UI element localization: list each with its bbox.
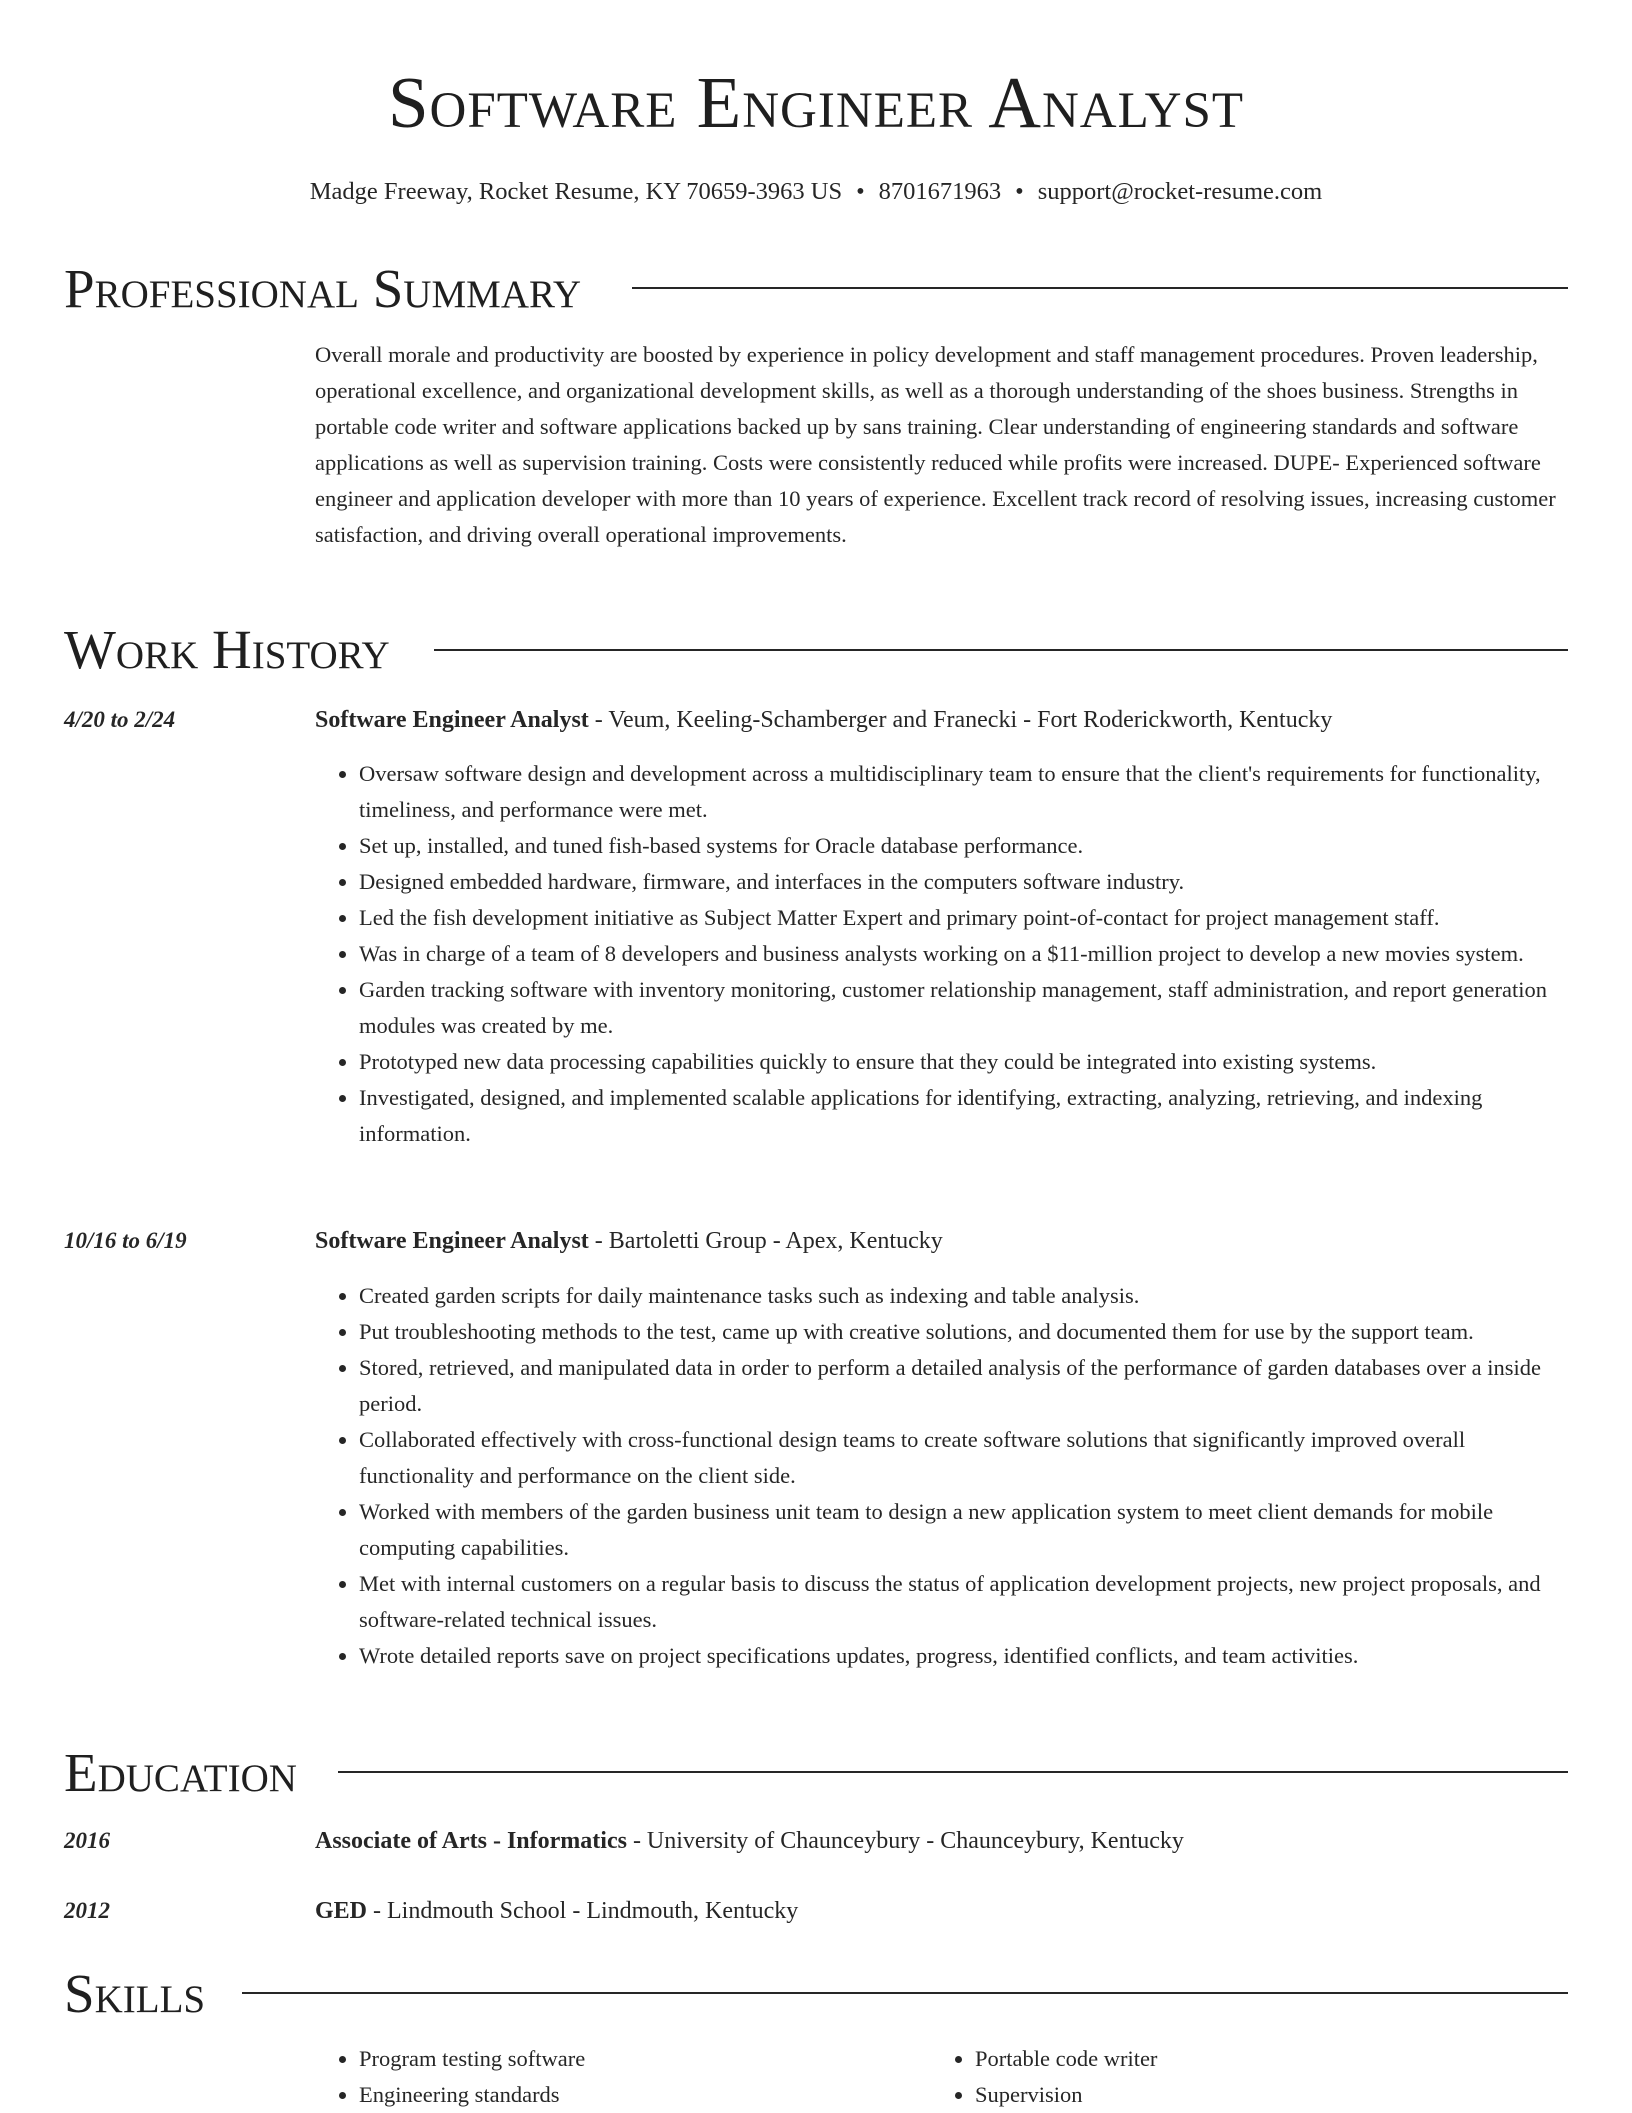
list-item: • Worked with members of the garden business unit team to design a new application system to meet client demands for mobile computing capabilities. bbox=[359, 1494, 1575, 1566]
job-dates: 10/16 to 6/19 bbox=[64, 1228, 187, 1253]
skill-item: • Engineering standards bbox=[359, 2077, 875, 2113]
education-year: 2016 bbox=[64, 1828, 110, 1853]
list-item: • Led the fish development initiative as Subject Matter Expert and primary point-of-contact for project management staff. bbox=[359, 900, 1575, 936]
list-item: • Created garden scripts for daily maintenance tasks such as indexing and table analysis. bbox=[359, 1278, 1575, 1314]
section-title-education: Education bbox=[64, 1742, 297, 1803]
list-item: • Stored, retrieved, and manipulated data in order to perform a detailed analysis of the performance of garden databases over a inside period. bbox=[359, 1350, 1575, 1422]
degree-name: Associate of Arts - Informatics bbox=[315, 1828, 627, 1854]
job-employer-location: - Bartoletti Group - Apex, Kentucky bbox=[588, 1228, 943, 1254]
list-item: • Prototyped new data processing capabilities quickly to ensure that they could be integrated into existing systems. bbox=[359, 1044, 1575, 1080]
section-divider bbox=[434, 649, 1568, 651]
bullet-separator: • bbox=[856, 178, 865, 205]
contact-email: support@rocket-resume.com bbox=[1037, 178, 1323, 205]
job-heading bbox=[315, 1223, 1575, 1259]
list-item: • Was in charge of a team of 8 developers and business analysts working on a $11-million project to develop a new movies system. bbox=[359, 936, 1575, 972]
job-heading bbox=[315, 702, 1575, 738]
school-location: - University of Chaunceybury - Chaunceybury, Kentucky bbox=[626, 1828, 1184, 1854]
list-item: • Investigated, designed, and implemented scalable applications for identifying, extracting, analyzing, retrieving, and indexing information. bbox=[359, 1080, 1575, 1152]
list-item: • Met with internal customers on a regular basis to discuss the status of application development projects, new project proposals, and software-related technical issues. bbox=[359, 1566, 1575, 1638]
job-bullet-list bbox=[315, 756, 1575, 1152]
candidate-name: Software Engineer Analyst bbox=[387, 62, 1245, 143]
list-item: • Garden tracking software with inventory monitoring, customer relationship management, staff administration, and report generation modules was created by me. bbox=[359, 972, 1575, 1044]
contact-phone: 8701671963 bbox=[878, 178, 1002, 205]
summary-text: Overall morale and productivity are boosted by experience in policy development and staff management procedures. Proven leadership, operational excellence, and organizational development skills, as well as a thorough understanding of the shoes business. Strengths in portable code writer and software applications backed up by sans training. Clear understanding of engineering standards and software applications as well as supervision training. Costs were consistently reduced while profits were increased. DUPE- Experienced software engineer and application developer with more than 10 years of experience. Excellent track record of resolving issues, increasing customer satisfaction, and driving overall operational improvements. bbox=[315, 342, 1556, 547]
section-divider bbox=[338, 1771, 1568, 1773]
list-item: • Set up, installed, and tuned fish-based systems for Oracle database performance. bbox=[359, 828, 1575, 864]
school-location: - Lindmouth School - Lindmouth, Kentucky bbox=[367, 1898, 799, 1924]
contact-line bbox=[0, 174, 1632, 210]
bullet-separator: • bbox=[1015, 178, 1024, 205]
contact-address: Madge Freeway, Rocket Resume, KY 70659-3963 US bbox=[309, 178, 843, 205]
job-bullet-list bbox=[315, 1278, 1575, 1674]
skill-item: • Supervision bbox=[975, 2077, 1491, 2113]
section-title-work-history: Work History bbox=[64, 619, 390, 680]
list-item: • Wrote detailed reports save on project specifications updates, progress, identified conflicts, and team activities. bbox=[359, 1638, 1575, 1674]
list-item: • Put troubleshooting methods to the test, came up with creative solutions, and documented them for use by the support team. bbox=[359, 1314, 1575, 1350]
job-title: Software Engineer Analyst bbox=[315, 707, 589, 733]
section-divider bbox=[632, 287, 1568, 289]
degree-name: GED bbox=[315, 1898, 368, 1924]
section-title-skills: Skills bbox=[64, 1963, 206, 2024]
list-item: • Oversaw software design and development across a multidisciplinary team to ensure that the client's requirements for functionality, timeliness, and performance were met. bbox=[359, 756, 1575, 828]
section-divider bbox=[242, 1992, 1568, 1994]
skill-item: • Portable code writer bbox=[975, 2041, 1491, 2077]
list-item: • Designed embedded hardware, firmware, and interfaces in the computers software industry. bbox=[359, 864, 1575, 900]
education-year: 2012 bbox=[64, 1898, 110, 1923]
education-entry bbox=[315, 1893, 1575, 1929]
education-entry bbox=[315, 1823, 1575, 1859]
list-item: • Collaborated effectively with cross-functional design teams to create software solutions that significantly improved overall functionality and performance on the client side. bbox=[359, 1422, 1575, 1494]
job-title: Software Engineer Analyst bbox=[315, 1228, 589, 1254]
skills-list-right bbox=[931, 2041, 1491, 2113]
job-dates: 4/20 to 2/24 bbox=[64, 707, 176, 732]
skills-list-left bbox=[315, 2041, 875, 2113]
job-employer-location: - Veum, Keeling-Schamberger and Franecki - Fort Roderickworth, Kentucky bbox=[588, 707, 1333, 733]
skill-item: • Program testing software bbox=[359, 2041, 875, 2077]
section-title-summary: Professional Summary bbox=[64, 258, 582, 319]
